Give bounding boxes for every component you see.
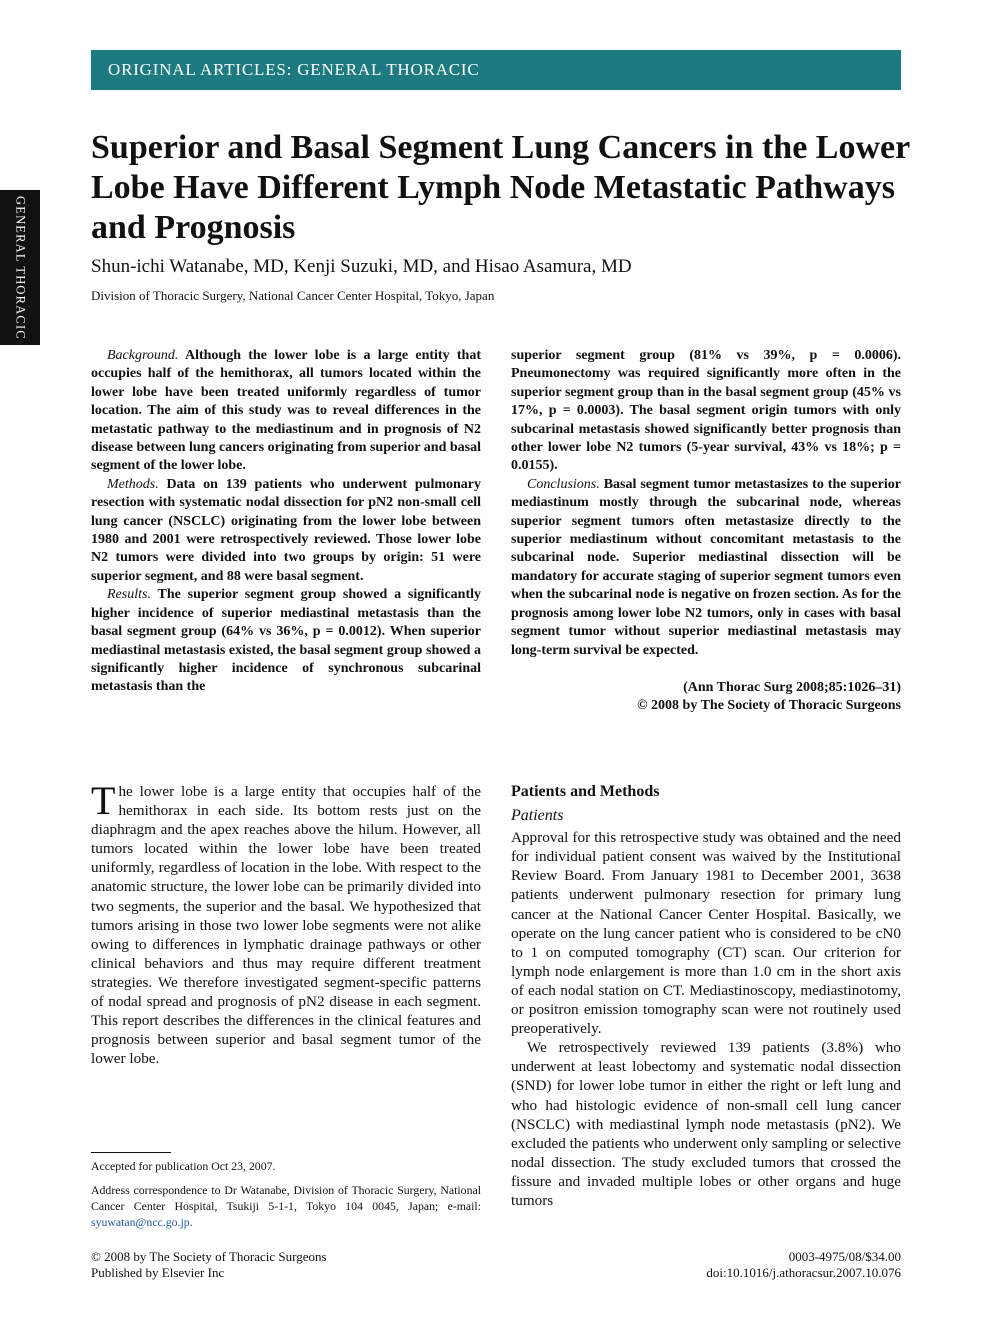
abstract-left-column xyxy=(91,347,481,697)
abstract-results xyxy=(91,586,481,696)
abstract-results-label: Results. xyxy=(107,587,151,603)
footnote-correspondence xyxy=(91,1182,481,1230)
introduction-text: he lower lobe is a large entity that occupies half of the hemithorax in each side. Its bottom rests just on the diaphragm and the apex reaches above the hilum. However, all tumors located within the lower lobe have been treated uniformly, regardless of location in the lobe. With respect to the anatomic structure, the lower lobe can be primarily divided into two segments, the superior and the basal. We hypothesized that tumors arising in those two lower lobe segments were not alike owing to differences in lymphatic drainage pathways or other clinical behaviors and thus may require different treatment strategies. We therefore investigated segment-specific patterns of nodal spread and prognosis of pN2 disease in each segment. This report describes the differences in the clinical features and prognosis between superior and basal segment tumor of the lower lobe. xyxy=(91,783,481,1068)
article-authors: Shun-ichi Watanabe, MD, Kenji Suzuki, MD, and Hisao Asamura, MD xyxy=(91,256,632,277)
section-banner-label: ORIGINAL ARTICLES: GENERAL THORACIC xyxy=(108,60,480,79)
abstract-copyright: © 2008 by The Society of Thoracic Surgeons xyxy=(637,698,901,714)
side-section-tab-label: GENERAL THORACIC xyxy=(13,195,28,340)
section-banner xyxy=(91,50,901,90)
footnote-accepted: Accepted for publication Oct 23, 2007. xyxy=(91,1159,276,1173)
footer-doi[interactable]: doi:10.1016/j.athoracsur.2007.10.076 xyxy=(706,1265,901,1280)
abstract-conclusions-text: Basal segment tumor metastasizes to the superior mediastinum mostly through the subcarinal node, whereas superior segment tumors often metastasize directly to the superior mediastinum without concomitant metastasis to the subcarinal node. Superior mediastinal dissection will be mandatory for accurate staging of superior segment tumors even when the subcarinal node is negative on frozen section. As for the prognosis among lower lobe N2 tumors, only in cases with basal segment tumor without superior mediastinal metastasis may long-term survival be expected. xyxy=(511,476,901,658)
abstract-methods-label: Methods. xyxy=(107,476,159,492)
correspondence-text: Address correspondence to Dr Watanabe, Division of Thoracic Surgery, National Cancer Center Hospital, Tsukiji 5-1-1, Tokyo 104 0045, Japan; e-mail: xyxy=(91,1183,481,1213)
abstract-background xyxy=(91,347,481,476)
footer-left xyxy=(91,1249,327,1281)
patients-paragraph-1: Approval for this retrospective study was obtained and the need for individual patient consent was waived by the Institutional Review Board. From January 1981 to December 2001, 3638 patients underwent pulmonary resection for primary lung cancer at the National Cancer Center Hospital. Basically, we operate on the lung cancer patient who is considered to be cN0 to 1 on computed tomography (CT) scan. Our criterion for lymph node enlargement is more than 1.0 cm in the short axis of each nodal station on CT. Mediastinoscopy, mediastinotomy, or positron emission tomography scan were not routinely used preoperatively. xyxy=(511,829,901,1038)
abstract-conclusions xyxy=(511,476,901,660)
body-right-column xyxy=(511,782,901,1210)
abstract-background-label: Background. xyxy=(107,348,179,363)
introduction-paragraph xyxy=(91,778,481,1068)
abstract-citation-block xyxy=(511,679,901,716)
article-title: Superior and Basal Segment Lung Cancers in the Lower Lobe Have Different Lymph Node Metastatic Pathways and Prognosis xyxy=(91,129,910,246)
footer-issn: 0003-4975/08/$34.00 xyxy=(788,1249,901,1264)
journal-citation: (Ann Thorac Surg 2008;85:1026–31) xyxy=(683,679,901,695)
drop-cap: T xyxy=(91,778,116,823)
email-link[interactable]: syuwatan@ncc.go.jp xyxy=(91,1215,190,1229)
abstract-results-continued: superior segment group (81% vs 39%, p = 0.0006). Pneumonectomy was required significantly more often in the superior segment group than in the basal segment group (45% vs 17%, p = 0.0003). The basal segment origin tumors with only subcarinal metastasis showed significantly better prognosis than other lower lobe N2 tumors (5-year survival, 43% vs 18%; p = 0.0155). xyxy=(511,348,901,474)
article-affiliation: Division of Thoracic Surgery, National Cancer Center Hospital, Tokyo, Japan xyxy=(91,288,495,303)
footer-right xyxy=(706,1249,901,1281)
footnotes xyxy=(91,1158,481,1238)
abstract-right-column xyxy=(511,347,901,716)
body-left-column xyxy=(91,778,481,1068)
footer-publisher: Published by Elsevier Inc xyxy=(91,1265,225,1280)
subsection-heading-patients: Patients xyxy=(511,807,564,825)
side-section-tab xyxy=(0,190,40,345)
patients-paragraph-2: We retrospectively reviewed 139 patients (3.8%) who underwent at least lobectomy and systematic nodal dissection (SND) for lower lobe tumor in either the right or left lung and who had histologic evidence of non-small cell lung cancer (NSCLC) with mediastinal lymph node metastasis (pN2). We excluded the patients who underwent only sampling or selective nodal dissection. The study excluded tumors that crossed the fissure and invaded multiple lobes or other organs and huge tumors xyxy=(511,1039,901,1209)
email-period: . xyxy=(189,1215,193,1229)
abstract-background-text: Although the lower lobe is a large entity that occupies half of the hemithorax, all tumors located within the lower lobe have been treated uniformly regardless of tumor location. The aim of this study was to reveal differences in the metastatic pathway to the mediastinum and in prognosis of N2 disease between lung cancers originating from superior and basal segment of the lower lobe. xyxy=(91,348,481,474)
abstract-results-text: The superior segment group showed a significantly higher incidence of superior mediastinal metastasis than the basal segment group (64% vs 36%, p = 0.0012). When superior mediastinal metastasis existed, the basal segment group showed a significantly higher incidence of synchronous subcarinal metastasis than the xyxy=(91,587,481,695)
footer-copyright: © 2008 by The Society of Thoracic Surgeons xyxy=(91,1249,327,1264)
abstract-conclusions-label: Conclusions. xyxy=(527,476,600,492)
section-heading-patients-and-methods: Patients and Methods xyxy=(511,783,660,800)
footnote-divider xyxy=(91,1152,171,1153)
abstract-methods xyxy=(91,476,481,586)
abstract-methods-text: Data on 139 patients who underwent pulmonary resection with systematic nodal dissection for pN2 non-small cell lung cancer (NSCLC) originating from the lower lobe between 1980 and 2001 were retrospectively reviewed. Those lower lobe N2 tumors were divided into two groups by origin: 51 were superior segment, and 88 were basal segment. xyxy=(91,476,481,584)
